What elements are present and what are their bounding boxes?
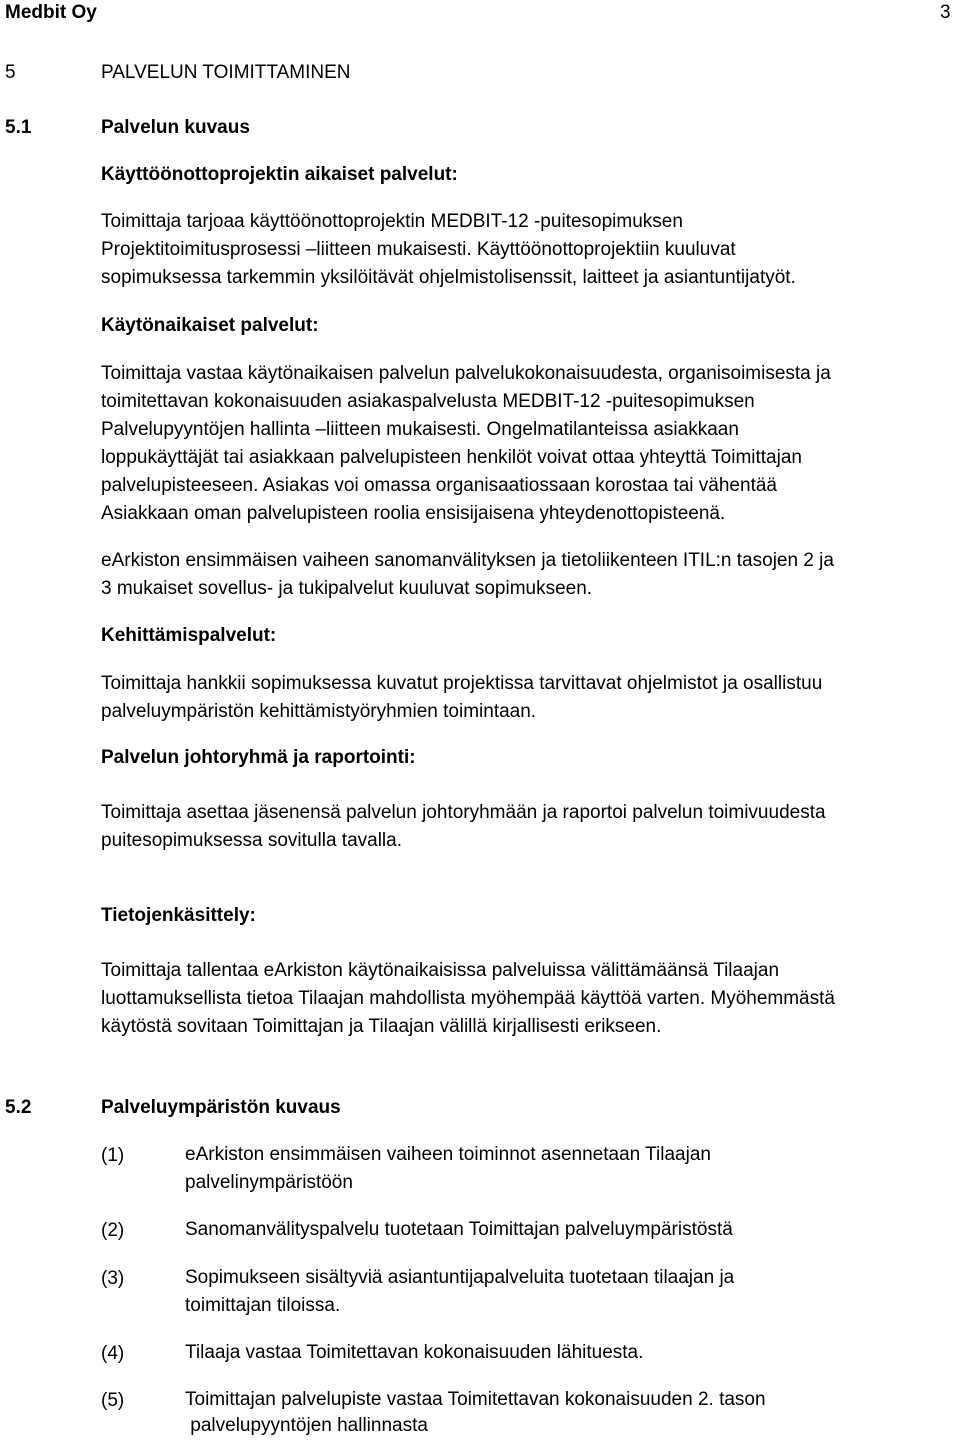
paragraph-line: puitesopimuksessa sovitulla tavalla. bbox=[101, 830, 402, 851]
section-5-1-number: 5.1 bbox=[5, 117, 32, 138]
list-item-line: Sanomanvälityspalvelu tuotetaan Toimittajan palveluympäristöstä bbox=[185, 1219, 733, 1240]
list-item-number: (4) bbox=[101, 1343, 125, 1364]
paragraph-line: käytöstä sovitaan Toimittajan ja Tilaajan välillä kirjallisesti erikseen. bbox=[101, 1016, 662, 1037]
paragraph-line: luottamuksellista tietoa Tilaajan mahdollista myöhempää käyttöä varten. Myöhemmästä bbox=[101, 988, 835, 1009]
heading-operational-services: Käytönaikaiset palvelut: bbox=[101, 315, 319, 336]
heading-development-services: Kehittämispalvelut: bbox=[101, 625, 277, 646]
list-item-number: (2) bbox=[101, 1220, 125, 1241]
paragraph-line: loppukäyttäjät tai asiakkaan palvelupisteen henkilöt voivat ottaa yhteyttä Toimittajan bbox=[101, 447, 802, 468]
paragraph-line: Toimittaja tallentaa eArkiston käytönaikaisissa palveluissa välittämäänsä Tilaajan bbox=[101, 960, 780, 981]
paragraph-line: Projektitoimitusprosessi –liitteen mukaisesti. Käyttöönottoprojektiin kuuluvat bbox=[101, 239, 736, 260]
company-name: Medbit Oy bbox=[5, 2, 97, 23]
paragraph-line: Toimittaja asettaa jäsenensä palvelun johtoryhmään ja raportoi palvelun toimivuudesta bbox=[101, 802, 826, 823]
paragraph-line: Toimittaja vastaa käytönaikaisen palvelun palvelukokonaisuudesta, organisoimisesta ja bbox=[101, 363, 831, 384]
section-5-number: 5 bbox=[5, 62, 16, 83]
list-item-line: eArkiston ensimmäisen vaiheen toiminnot asennetaan Tilaajan bbox=[185, 1144, 711, 1165]
list-item-line: Tilaaja vastaa Toimitettavan kokonaisuuden lähituesta. bbox=[185, 1342, 644, 1363]
heading-steering-group: Palvelun johtoryhmä ja raportointi: bbox=[101, 747, 416, 768]
paragraph-line: palveluympäristön kehittämistyöryhmien toimintaan. bbox=[101, 701, 537, 722]
paragraph-line: Palvelupyyntöjen hallinta –liitteen mukaisesti. Ongelmatilanteissa asiakkaan bbox=[101, 419, 739, 440]
paragraph-line: eArkiston ensimmäisen vaiheen sanomanvälityksen ja tietoliikenteen ITIL:n tasojen 2 ja bbox=[101, 550, 834, 571]
paragraph-line: toimitettavan kokonaisuuden asiakaspalvelusta MEDBIT-12 -puitesopimuksen bbox=[101, 391, 755, 412]
list-item-number: (1) bbox=[101, 1145, 125, 1166]
list-item-number: (5) bbox=[101, 1390, 125, 1411]
paragraph-line: sopimuksessa tarkemmin yksilöitävät ohjelmistolisenssit, laitteet ja asiantuntijatyöt. bbox=[101, 267, 796, 288]
list-item-line: palvelinympäristöön bbox=[185, 1172, 353, 1193]
list-item-line: palvelupyyntöjen hallinnasta bbox=[185, 1415, 428, 1436]
list-item-line: Toimittajan palvelupiste vastaa Toimitettavan kokonaisuuden 2. tason bbox=[185, 1389, 766, 1410]
page-number: 3 bbox=[940, 2, 951, 23]
heading-deployment-services: Käyttöönottoprojektin aikaiset palvelut: bbox=[101, 164, 458, 185]
paragraph-line: Asiakkaan oman palvelupisteen roolia ensisijaisena yhteydenottopisteenä. bbox=[101, 503, 726, 524]
section-5-2-title: Palveluympäristön kuvaus bbox=[101, 1097, 341, 1118]
list-item-line: Sopimukseen sisältyviä asiantuntijapalveluita tuotetaan tilaajan ja bbox=[185, 1267, 735, 1288]
paragraph-line: 3 mukaiset sovellus- ja tukipalvelut kuuluvat sopimukseen. bbox=[101, 578, 593, 599]
section-5-1-title: Palvelun kuvaus bbox=[101, 117, 250, 138]
list-item-number: (3) bbox=[101, 1268, 125, 1289]
paragraph-line: Toimittaja tarjoaa käyttöönottoprojektin MEDBIT-12 -puitesopimuksen bbox=[101, 211, 683, 232]
list-item-line: toimittajan tiloissa. bbox=[185, 1295, 341, 1316]
paragraph-line: palvelupisteeseen. Asiakas voi omassa organisaatiossaan korostaa tai vähentää bbox=[101, 475, 777, 496]
section-5-title: PALVELUN TOIMITTAMINEN bbox=[101, 62, 351, 83]
section-5-2-number: 5.2 bbox=[5, 1097, 32, 1118]
paragraph-line: Toimittaja hankkii sopimuksessa kuvatut projektissa tarvittavat ohjelmistot ja osallistuu bbox=[101, 673, 823, 694]
heading-data-processing: Tietojenkäsittely: bbox=[101, 905, 256, 926]
